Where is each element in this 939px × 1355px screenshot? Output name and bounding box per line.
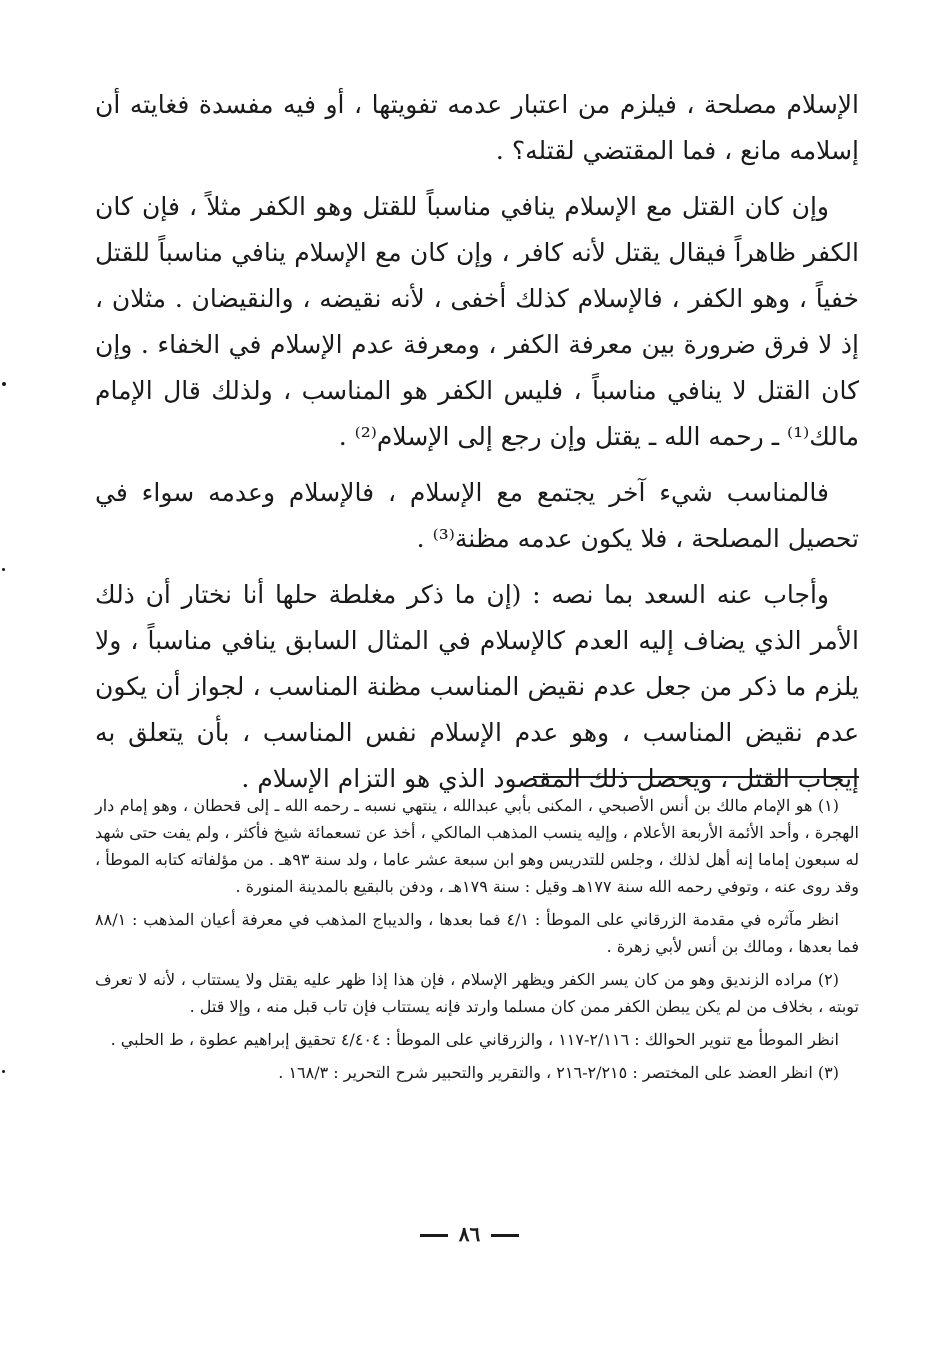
footnote-separator bbox=[533, 776, 859, 778]
paragraph-4: وأجاب عنه السعد بما نصه : (إن ما ذكر مغلطة حلها أنا نختار أن ذلك الأمر الذي يضاف إليه العدم كالإسلام في المثال السابق ينافي مناسباً ، ولا يلزم ما ذكر من جعل عدم نقيض المناسب مظنة المناسب ، لجواز أن يكون عدم نقيض المناسب ، وهو عدم الإسلام نفس المناسب ، بأن يتعلق به إيجاب القتل ، ويحصل ذلك المقصود الذي هو التزام الإسلام . bbox=[95, 580, 859, 793]
footnote-1: (١) هو الإمام مالك بن أنس الأصبحي ، المكنى بأبي عبدالله ، ينتهي نسبه ـ رحمه الله ـ إلى قحطان ، وهو إمام دار الهجرة ، وأحد الأئمة الأربعة الأعلام ، وإليه ينسب المذهب المالكي ، أخذ عن تسعمائة شيخ فأكثر ، ولم يفت حتى شهد له سبعون إماما إنه أهل لذلك ، وجلس للتدريس وهو ابن سبعة عشر عاما ، ولد سنة ٩٣هـ . من مؤلفاته كتابه الموطأ ، وقد روى عنه ، وتوفي رحمه الله سنة ١٧٧هـ وقيل : سنة ١٧٩هـ ، ودفن بالبقيع بالمدينة المنورة . bbox=[95, 796, 860, 896]
main-text bbox=[95, 82, 859, 812]
page-number bbox=[0, 1222, 939, 1246]
margin-mark bbox=[2, 382, 6, 386]
footnotes bbox=[95, 792, 859, 1092]
paragraph-2: وإن كان القتل مع الإسلام ينافي مناسباً للقتل وهو الكفر مثلاً ، فإن كان الكفر ظاهراً فيقال يقتل لأنه كافر ، وإن كان مع الإسلام ينافي مناسباً للقتل خفياً ، وهو الكفر ، فالإسلام كذلك أخفى ، لأنه نقيضه ، والنقيضان . مثلان ، إذ لا فرق ضرورة بين معرفة الكفر ، ومعرفة عدم الإسلام في الخفاء . وإن كان القتل لا ينافي مناسباً ، فليس الكفر هو المناسب ، ولذلك قال الإمام مالك⁽¹⁾ ـ رحمه الله ـ يقتل وإن رجع إلى الإسلام⁽²⁾ . bbox=[95, 192, 859, 451]
footnote-2-reference: انظر الموطأ مع تنوير الحوالك : ٢/١١٦-١١٧ ، والزرقاني على الموطأ : ٤/٤٠٤ تحقيق إبراهيم عطوة ، ط الحلبي . bbox=[110, 1030, 839, 1049]
paragraph-1: الإسلام مصلحة ، فيلزم من اعتبار عدمه تفويتها ، أو فيه مفسدة فغايته أن إسلامه مانع ، فما المقتضي لقتله؟ . bbox=[95, 90, 859, 165]
margin-mark bbox=[2, 1070, 5, 1073]
margin-mark bbox=[2, 568, 5, 571]
page-number-dash-left bbox=[420, 1234, 448, 1237]
page-number-dash-right bbox=[491, 1234, 519, 1237]
paragraph-3: فالمناسب شيء آخر يجتمع مع الإسلام ، فالإسلام وعدمه سواء في تحصيل المصلحة ، فلا يكون عدمه مظنة⁽³⁾ . bbox=[95, 478, 859, 553]
footnote-1-reference: انظر مآثره في مقدمة الزرقاني على الموطأ : ٤/١ فما بعدها ، والديباج المذهب في معرفة أعيان المذهب : ٨٨/١ فما بعدها ، ومالك بن أنس لأبي زهرة . bbox=[95, 910, 859, 956]
footnote-2: (٢) مراده الزنديق وهو من كان يسر الكفر ويظهر الإسلام ، فإن هذا إذا ظهر عليه يقتل ولا يستتاب ، لأنه لا تعرف توبته ، بخلاف من لم يكن يبطن الكفر ممن كان مسلما وارتد فإنه يستتاب فإن تاب قبل منه ، وإلا قتل . bbox=[95, 970, 859, 1016]
page-number-value: ٨٦ bbox=[458, 1222, 481, 1246]
footnote-3: (٣) انظر العضد على المختصر : ٢/٢١٥-٢١٦ ، والتقرير والتحبير شرح التحرير : ١٦٨/٣ . bbox=[278, 1063, 839, 1082]
